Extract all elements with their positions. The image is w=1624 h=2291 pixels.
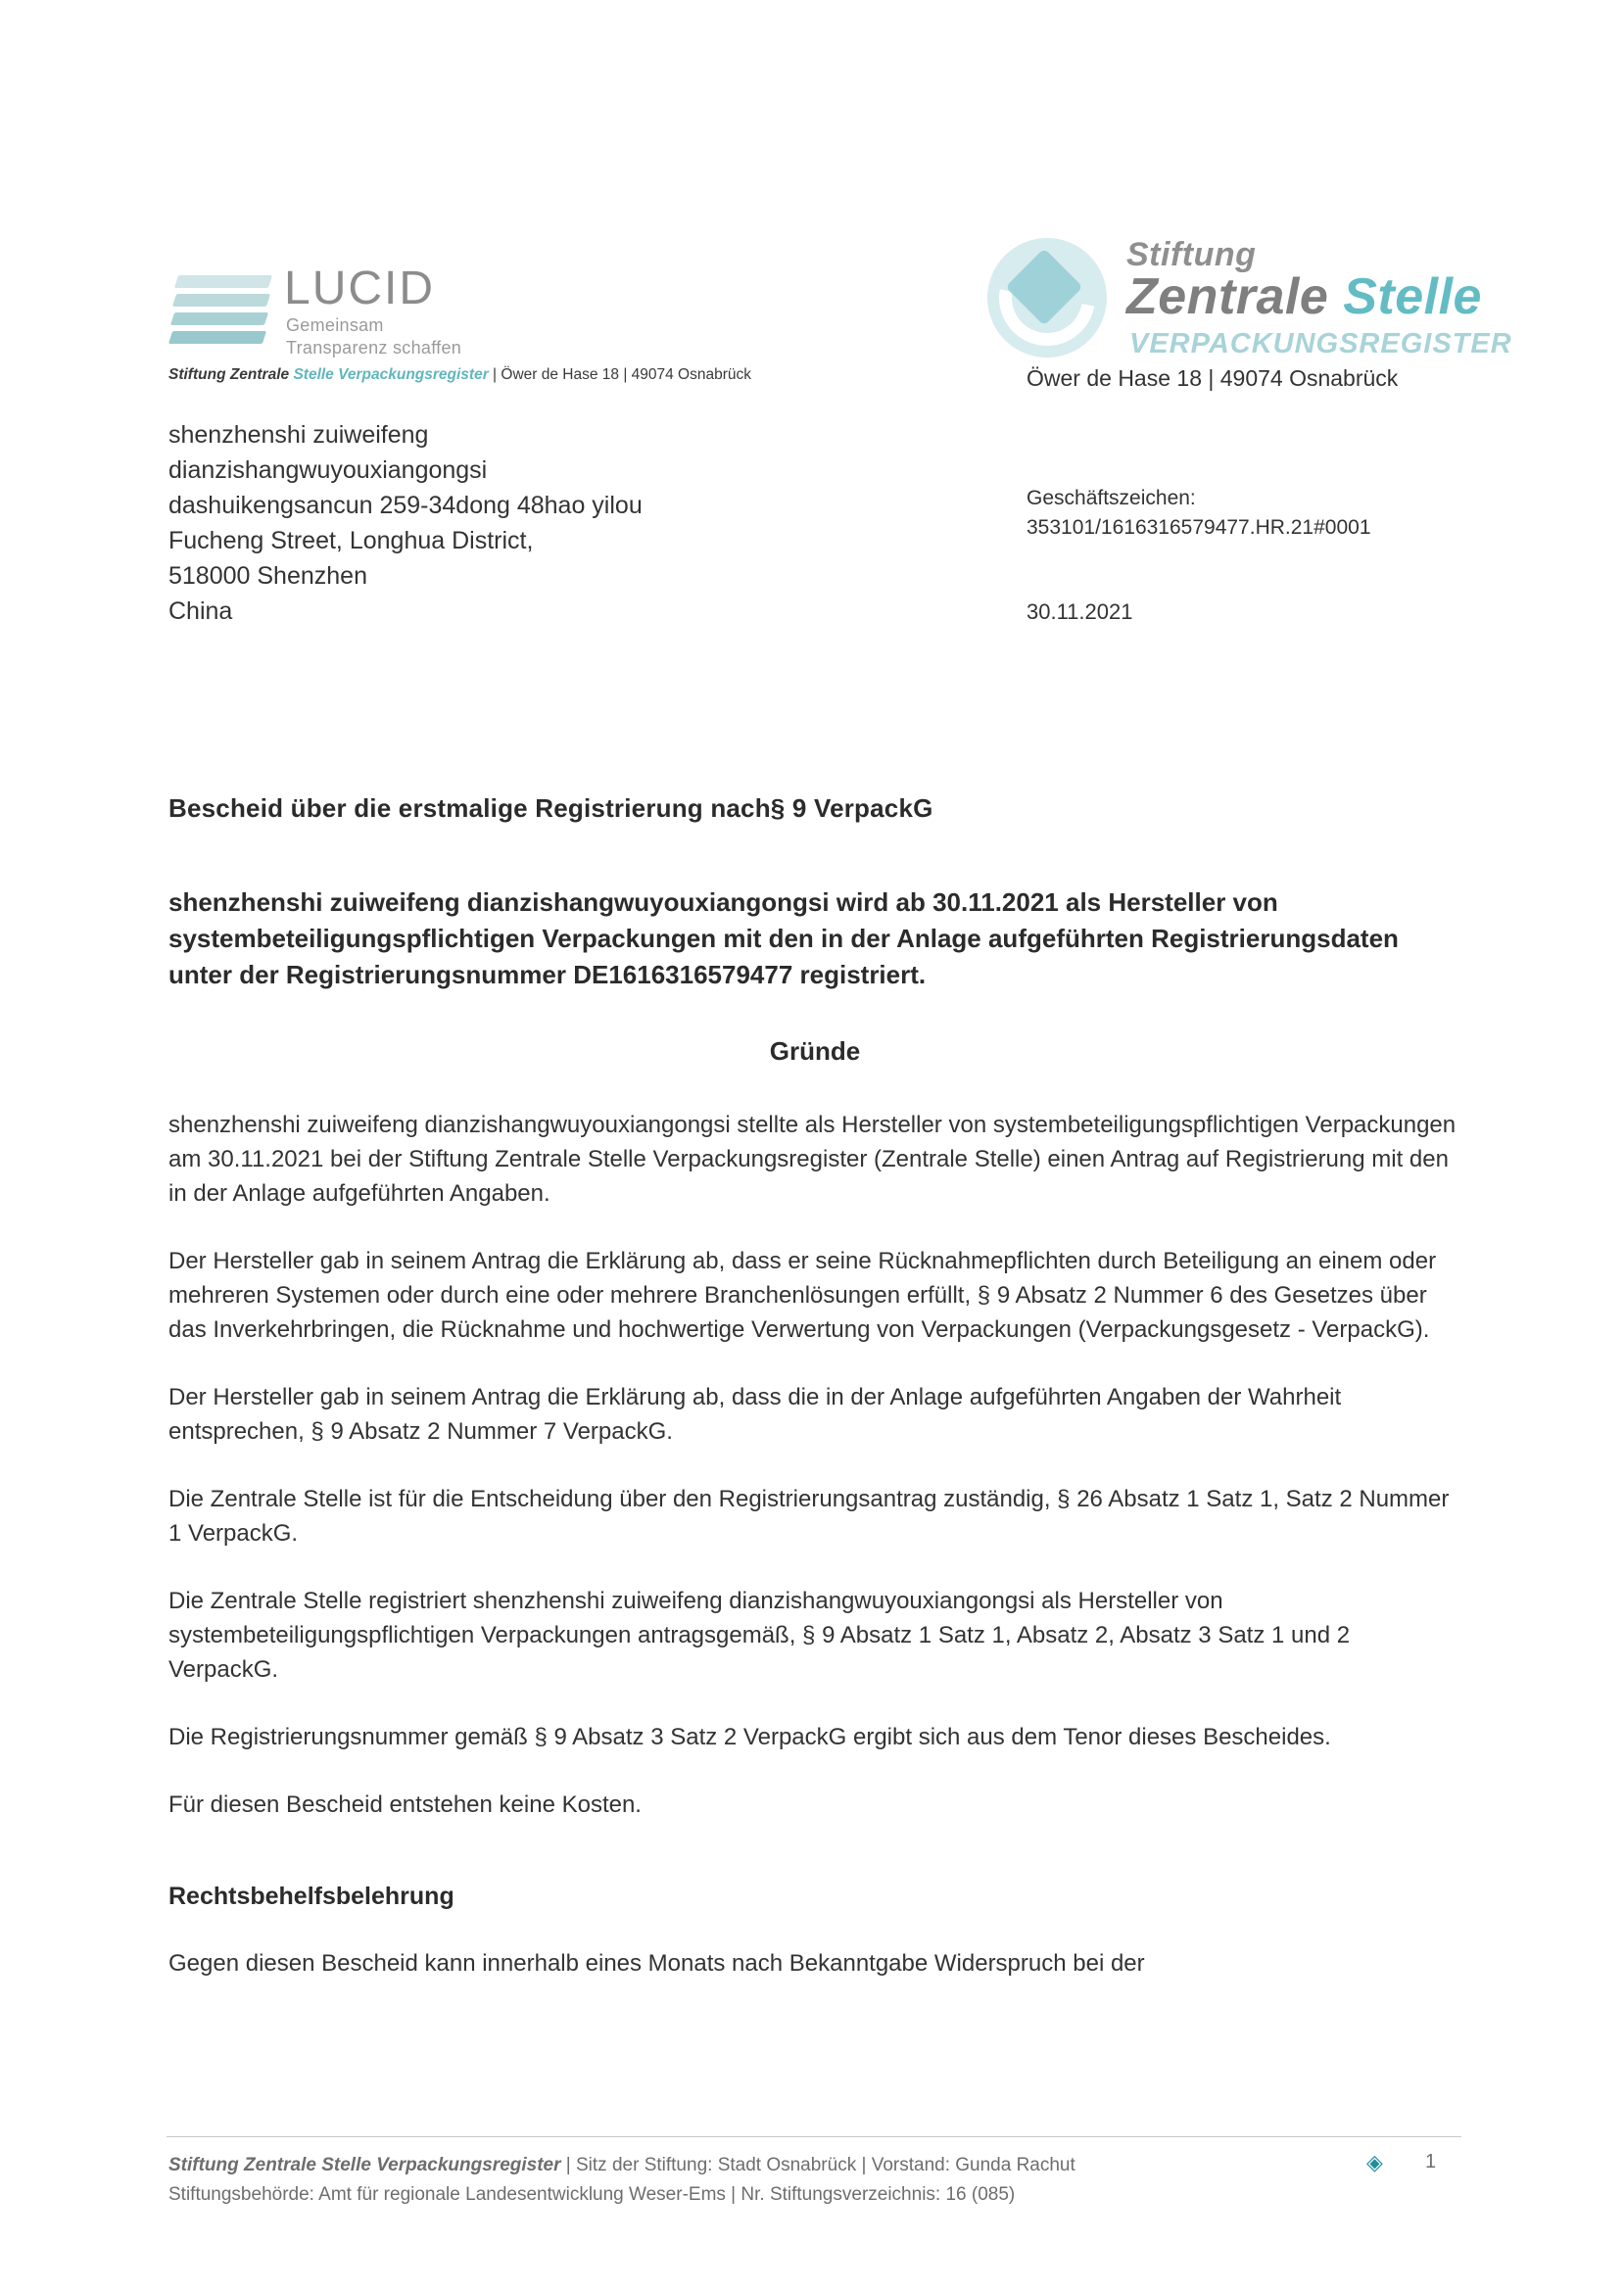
sender-org-bold: Stiftung Zentrale <box>168 366 294 383</box>
lucid-wordmark: LUCID <box>284 263 436 314</box>
lucid-tagline-line1: Gemeinsam <box>286 315 384 335</box>
zentrale-stelle-logo <box>987 230 1536 377</box>
document-date: 30.11.2021 <box>1027 599 1133 624</box>
zsv-logo-line1: Stiftung <box>1126 236 1257 273</box>
sender-line <box>168 366 751 384</box>
reference-block <box>1027 484 1371 543</box>
zsv-logo-line3: VERPACKUNGSREGISTER <box>1129 328 1512 359</box>
decision-statement: shenzhenshi zuiweifeng dianzishangwuyouxiangongsi wird ab 30.11.2021 als Hersteller von systembeteiligungspflichtigen Verpackungen mit den in der Anlage aufgeführten Registrierungsdaten unter der Registrierungsnummer DE1616316579477 registriert. <box>168 887 1399 989</box>
reference-label: Geschäftszeichen: <box>1027 487 1196 509</box>
recipient-line: 518000 Shenzhen <box>168 562 367 590</box>
paragraph: Der Hersteller gab in seinem Antrag die Erklärung ab, dass er seine Rücknahmepflichten durch Beteiligung an einem oder mehreren Systemen oder durch eine oder mehrere Branchenlösungen erfüllt, § 9 Absatz 2 Nummer 6 des Gesetzes über das Inverkehrbringen, die Rücknahme und hochwertige Verwertung von Verpackungen (Verpackungsgesetz - VerpackG). <box>168 1248 1437 1343</box>
office-address: Öwer de Hase 18 | 49074 Osnabrück <box>1027 365 1399 391</box>
diamond-icon: ◈ <box>1366 2150 1383 2174</box>
zsv-logo-line2 <box>1126 267 1482 326</box>
paragraph: shenzhenshi zuiweifeng dianzishangwuyouxiangongsi stellte als Hersteller von systembeteiligungspflichtigen Verpackungen am 30.11.2021 bei der Stiftung Zentrale Stelle Verpackungsregister (Zentrale Stelle) einen Antrag auf Registrierung mit den in der Anlage aufgeführten Angaben. <box>168 1112 1457 1207</box>
page-number: 1 <box>1425 2151 1437 2172</box>
footer-org-rest: | Sitz der Stiftung: Stadt Osnabrück | Vorstand: Gunda Rachut <box>560 2155 1075 2175</box>
paragraph-rechtsbehelf: Gegen diesen Bescheid kann innerhalb eines Monats nach Bekanntgabe Widerspruch bei der <box>168 1950 1145 1977</box>
recipient-line: Fucheng Street, Longhua District, <box>168 527 534 554</box>
footer-divider <box>167 2136 1461 2137</box>
sender-address-rest: | Öwer de Hase 18 | 49074 Osnabrück <box>488 366 752 383</box>
section-heading-gruende: Gründe <box>769 1036 861 1066</box>
paragraph: Die Zentrale Stelle registriert shenzhenshi zuiweifeng dianzishangwuyouxiangongsi als Hersteller von systembeteiligungspflichtigen Verpackungen antragsgemäß, § 9 Absatz 1 Satz 1, Absatz 2, Absatz 3 Satz 1 und 2 VerpackG. <box>168 1588 1351 1683</box>
zsv-logo-line2-b: Stelle <box>1343 268 1482 325</box>
paragraph: Die Zentrale Stelle ist für die Entscheidung über den Registrierungsantrag zuständig, § 26 Absatz 1 Satz 1, Satz 2 Nummer 1 VerpackG. <box>168 1486 1450 1547</box>
paragraph: Die Registrierungsnummer gemäß § 9 Absatz 3 Satz 2 VerpackG ergibt sich aus dem Tenor dieses Bescheides. <box>168 1724 1331 1750</box>
lucid-logo <box>168 260 521 367</box>
footer-org-name: Stiftung Zentrale Stelle Verpackungsregister <box>168 2155 561 2175</box>
paragraph: Für diesen Bescheid entstehen keine Kosten. <box>168 1791 642 1818</box>
sender-org-teal: Stelle Verpackungsregister <box>293 366 489 383</box>
footer-line-2: Stiftungsbehörde: Amt für regionale Landesentwicklung Weser-Ems | Nr. Stiftungsverzeichnis: 16 (085) <box>168 2184 1016 2205</box>
lucid-stack-icon <box>168 273 271 352</box>
recipient-address <box>168 417 643 629</box>
recipient-line: dianzishangwuyouxiangongsi <box>168 456 488 484</box>
lucid-tagline-line2: Transparenz schaffen <box>286 338 462 358</box>
reference-value: 353101/1616316579477.HR.21#0001 <box>1027 516 1371 539</box>
recipient-line: China <box>168 597 233 625</box>
recipient-line: shenzhenshi zuiweifeng <box>168 421 429 449</box>
page-title: Bescheid über die erstmalige Registrierung nach§ 9 VerpackG <box>168 793 933 823</box>
paragraph: Der Hersteller gab in seinem Antrag die Erklärung ab, dass die in der Anlage aufgeführten Angaben der Wahrheit entsprechen, § 9 Absatz 2 Nummer 7 VerpackG. <box>168 1384 1342 1445</box>
recipient-line: dashuikengsancun 259-34dong 48hao yilou <box>168 492 643 519</box>
document-footer <box>168 2151 1324 2210</box>
section-heading-rechtsbehelfsbelehrung: Rechtsbehelfsbelehrung <box>168 1883 454 1910</box>
zsv-logo-line2-a: Zentrale <box>1126 268 1344 325</box>
document-body <box>168 793 1461 2014</box>
footer-line-1 <box>168 2151 1324 2180</box>
document-header <box>0 118 1624 359</box>
zentrale-stelle-circle-icon <box>987 238 1107 358</box>
